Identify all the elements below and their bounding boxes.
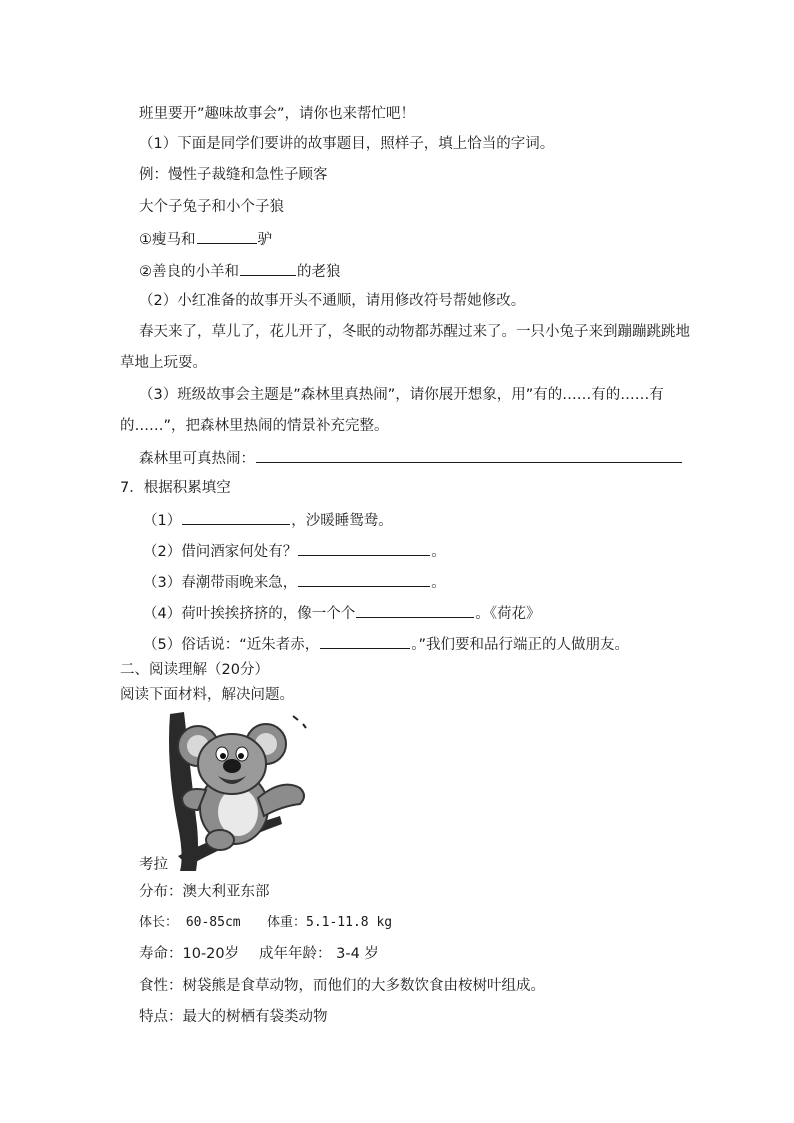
q7-item-4-blank[interactable] (356, 602, 474, 618)
q7-item-2-blank[interactable] (298, 540, 430, 556)
q7-item-3 (143, 571, 446, 593)
q3-answer-blank[interactable] (256, 447, 682, 463)
q1-item-1-post: 驴 (257, 232, 272, 248)
q1-item-1-pre: ①瘦马和 (139, 232, 196, 248)
q7-item-2-post: 。 (431, 544, 446, 560)
q1-item-2-pre: ②善良的小羊和 (139, 264, 239, 280)
q7-item-4-post: 。《荷花》 (475, 606, 541, 622)
q7-item-3-pre: （3）春潮带雨晚来急， (143, 575, 298, 591)
q7-item-1-blank[interactable] (182, 509, 290, 525)
q7-item-5 (143, 633, 629, 655)
q1-item-2-blank[interactable] (240, 260, 296, 276)
q7-item-3-post: 。 (431, 575, 446, 591)
section-2-title: 二、阅读理解（20分） (120, 662, 269, 678)
q3-answer-label: 森林里可真热闹： (139, 451, 255, 467)
q2-text-line-2: 草地上玩耍。 (120, 355, 207, 371)
koala-illustration (162, 706, 312, 871)
q1-item-1 (139, 228, 272, 250)
q7-item-1-post: ，沙暖睡鸳鸯。 (291, 513, 393, 529)
q2-prompt: （2）小红准备的故事开头不通顺，请用修改符号帮她修改。 (139, 293, 526, 309)
q3-prompt-line-1: （3）班级故事会主题是”森林里真热闹”，请你展开想象，用”有的……有的……有 (139, 387, 664, 403)
intro-text: 班里要开”趣味故事会”，请你也来帮忙吧！ (139, 106, 416, 122)
q7-item-4 (143, 602, 540, 624)
q7-item-5-post: 。”我们要和品行端正的人做朋友。 (411, 637, 630, 653)
q1-prompt: （1）下面是同学们要讲的故事题目，照样子，填上恰当的字词。 (139, 136, 555, 152)
q3-answer (139, 447, 683, 469)
q1-example-2: 大个子兔子和小个子狼 (139, 199, 284, 215)
q1-item-1-blank[interactable] (197, 228, 257, 244)
koala-name: 考拉 (139, 857, 168, 873)
koala-lifespan: 寿命：10-20岁 (139, 946, 240, 962)
q3-prompt-line-2: 的……”，把森林里热闹的情景补充完整。 (120, 418, 389, 434)
q7-item-3-blank[interactable] (298, 571, 430, 587)
q1-example-1: 例：慢性子裁缝和急性子顾客 (139, 167, 328, 183)
koala-length: 体长： 60-85cm (139, 915, 241, 930)
q7-item-1-pre: （1） (143, 513, 182, 529)
koala-feature: 特点：最大的树栖有袋类动物 (139, 1009, 328, 1025)
q2-text-line-1: 春天来了，草儿了，花儿开了，冬眠的动物都苏醒过来了。一只小兔子来到蹦蹦跳跳地 (139, 324, 690, 340)
q1-item-2-post: 的老狼 (297, 264, 341, 280)
q7-title: 7．根据积累填空 (120, 480, 231, 496)
section-2-instruction: 阅读下面材料，解决问题。 (120, 687, 294, 703)
koala-weight: 体重：5.1-11.8 kg (267, 915, 393, 930)
q7-item-1 (143, 509, 393, 531)
q7-item-5-pre: （5）俗话说：“近朱者赤， (143, 637, 320, 653)
koala-distribution: 分布：澳大利亚东部 (139, 884, 270, 900)
koala-diet: 食性：树袋熊是食草动物，而他们的大多数饮食由桉树叶组成。 (139, 978, 545, 994)
koala-adult-age: 成年年龄： 3-4 岁 (259, 946, 379, 962)
q1-item-2 (139, 260, 341, 282)
q7-item-4-pre: （4）荷叶挨挨挤挤的，像一个个 (143, 606, 356, 622)
q7-item-5-blank[interactable] (320, 633, 410, 649)
q7-item-2 (143, 540, 446, 562)
q7-item-2-pre: （2）借问酒家何处有？ (143, 544, 298, 560)
